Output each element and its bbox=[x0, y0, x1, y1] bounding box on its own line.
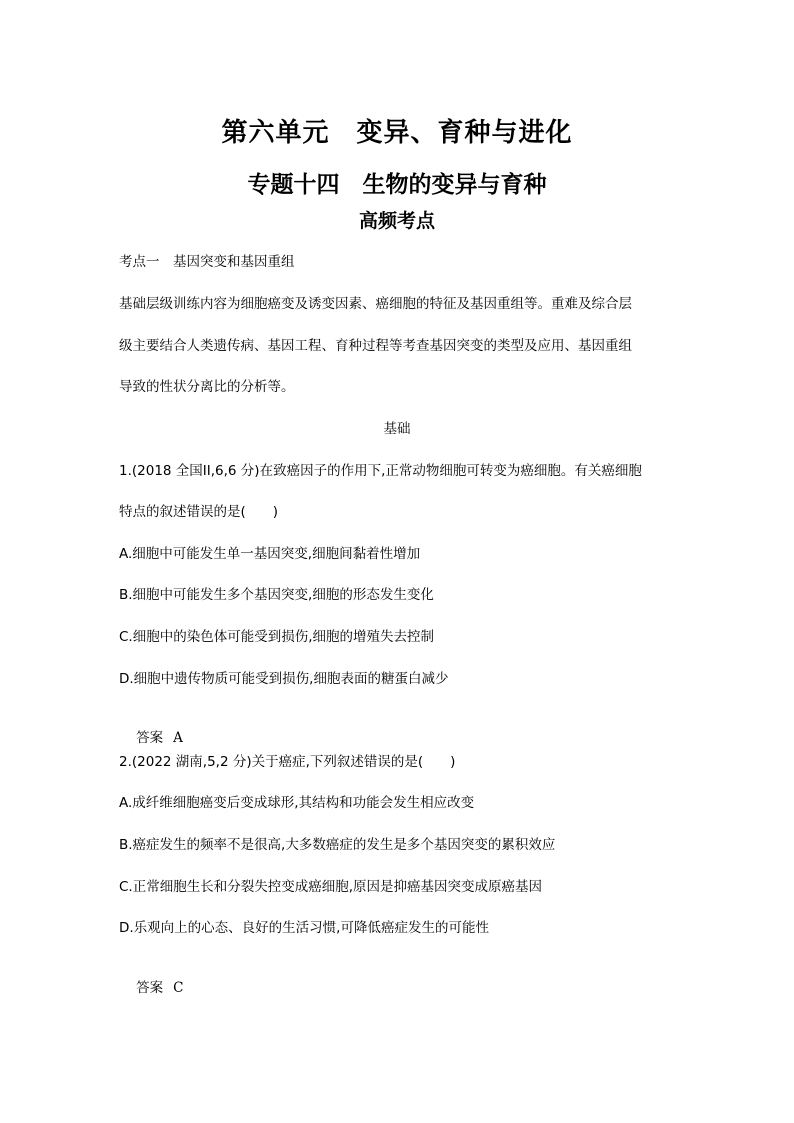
question-option: C.细胞中的染色体可能受到损伤,细胞的增殖失去控制 bbox=[119, 629, 435, 645]
answer-label: 答案 bbox=[136, 730, 164, 746]
intro-line: 级主要结合人类遗传病、基因工程、育种过程等考查基因突变的类型及应用、基因重组 bbox=[119, 338, 632, 354]
question-stem-line: 1.(2018 全国II,6,6 分)在致癌因子的作用下,正常动物细胞可转变为癌细胞。有关癌细胞 bbox=[119, 463, 642, 479]
topic-title: 专题十四 生物的变异与育种 bbox=[247, 172, 547, 198]
question-stem-line: 2.(2022 湖南,5,2 分)关于癌症,下列叙述错误的是( ) bbox=[119, 754, 456, 770]
kaodian-heading: 考点一 基因突变和基因重组 bbox=[119, 254, 295, 270]
question-option: A.细胞中可能发生单一基因突变,细胞间黏着性增加 bbox=[119, 546, 421, 562]
question-option: A.成纤维细胞癌变后变成球形,其结构和功能会发生相应改变 bbox=[119, 795, 475, 811]
answer-label: 答案 bbox=[136, 980, 164, 996]
answer-value: C bbox=[173, 980, 184, 996]
section-title: 高频考点 bbox=[358, 210, 435, 232]
answer-value: A bbox=[173, 730, 183, 746]
question-option: D.乐观向上的心态、良好的生活习惯,可降低癌症发生的可能性 bbox=[119, 920, 489, 936]
question-option: B.癌症发生的频率不是很高,大多数癌症的发生是多个基因突变的累积效应 bbox=[119, 837, 556, 853]
level-label: 基础 bbox=[383, 421, 411, 437]
intro-line: 导致的性状分离比的分析等。 bbox=[119, 379, 295, 395]
question-option: B.细胞中可能发生多个基因突变,细胞的形态发生变化 bbox=[119, 587, 434, 603]
question-option: D.细胞中遗传物质可能受到损伤,细胞表面的糖蛋白减少 bbox=[119, 671, 449, 687]
answer-row bbox=[119, 961, 184, 1015]
intro-line: 基础层级训练内容为细胞癌变及诱变因素、癌细胞的特征及基因重组等。重难及综合层 bbox=[119, 296, 632, 312]
question-option: C.正常细胞生长和分裂失控变成癌细胞,原因是抑癌基因突变成原癌基因 bbox=[119, 879, 543, 895]
unit-title: 第六单元 变异、育种与进化 bbox=[221, 118, 573, 148]
question-stem-line: 特点的叙述错误的是( ) bbox=[119, 504, 279, 520]
